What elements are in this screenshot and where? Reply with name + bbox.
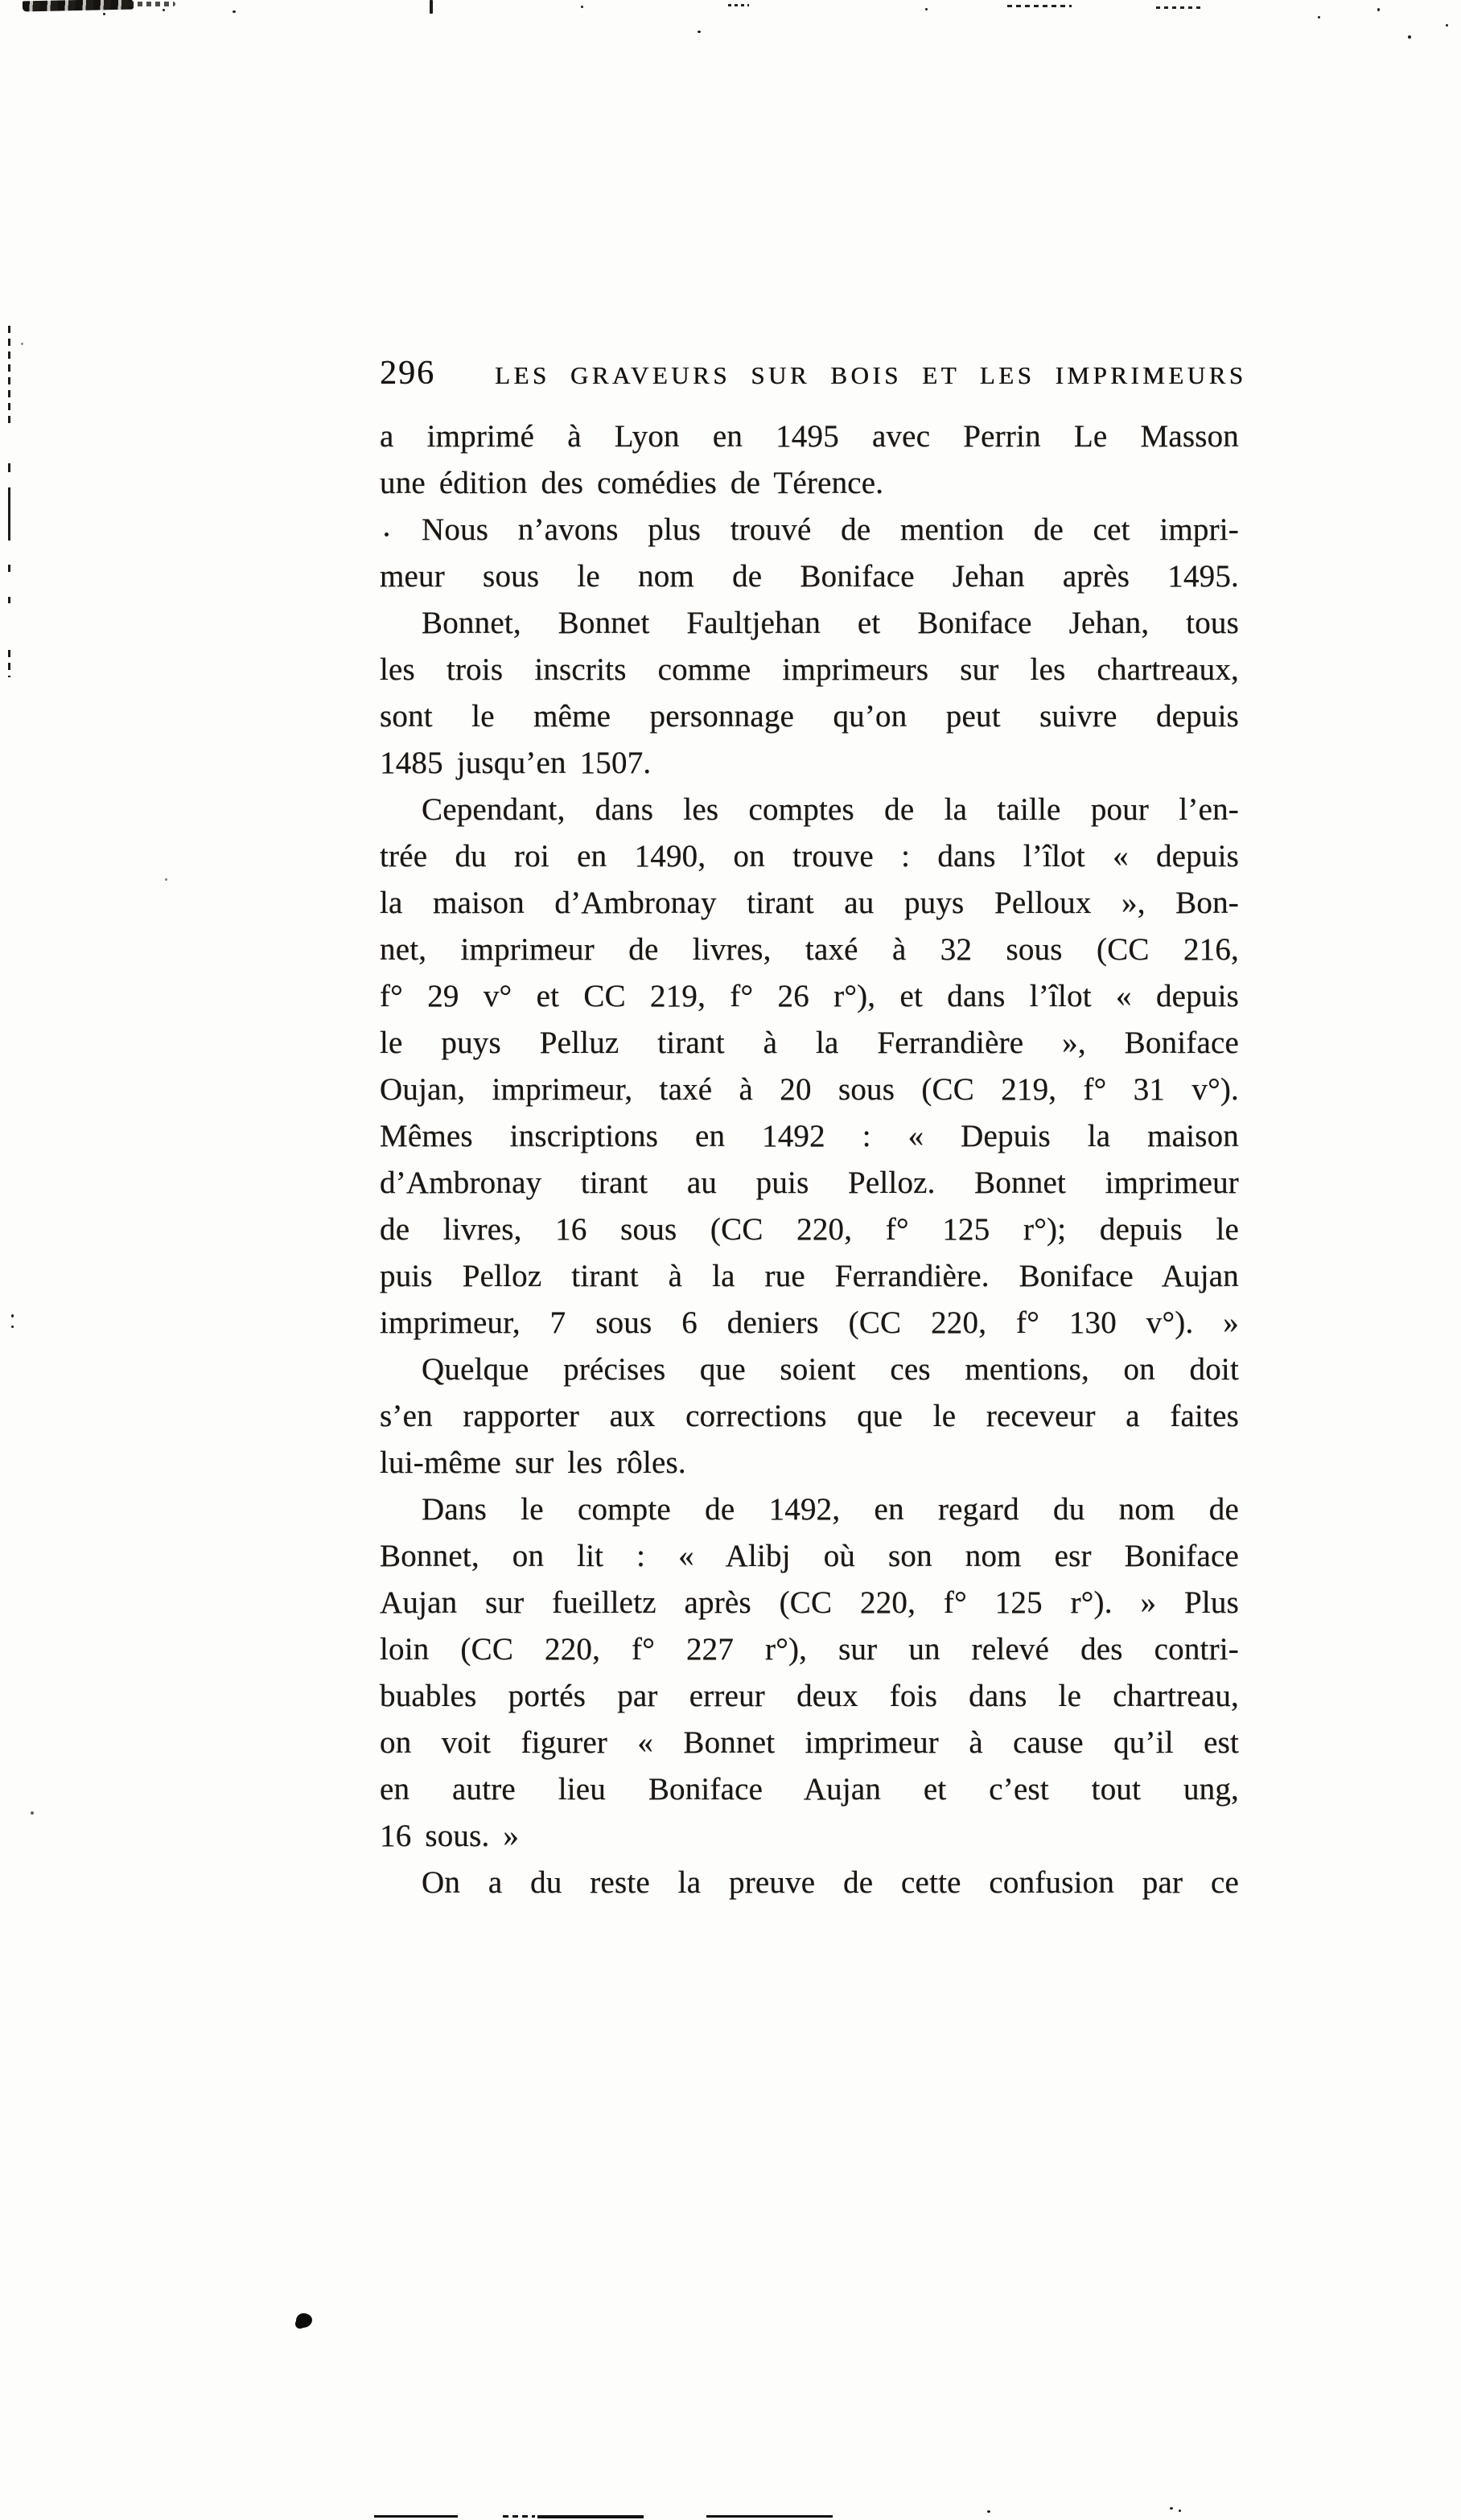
scan-speck: [165, 878, 167, 881]
scan-dash-top: [1156, 6, 1201, 9]
scan-bar-bottom: [503, 2515, 535, 2518]
scan-speck: [698, 31, 701, 33]
scan-speck: [163, 9, 165, 11]
scan-margin-line: [8, 565, 10, 573]
text-line: Bonnet, Bonnet Faultjehan et Boniface Jehan, tous: [422, 606, 1239, 640]
text-line: a imprimé à Lyon en 1495 avec Perrin Le Masson: [380, 419, 1239, 454]
paragraph: [380, 787, 1239, 1346]
scan-margin-line: [8, 650, 10, 677]
scan-speck: [21, 343, 23, 345]
scan-bar-bottom: [374, 2515, 458, 2518]
scan-dash-top: [1007, 5, 1072, 7]
scan-margin-line: [8, 597, 10, 603]
scan-bar-bottom: [706, 2515, 833, 2518]
scan-speck: [1446, 24, 1448, 27]
scan-speck: [1318, 16, 1320, 18]
page-body: [380, 413, 1239, 1906]
text-line: d’Ambronay tirant au puis Pelloz. Bonnet imprimeur: [380, 1165, 1239, 1200]
paragraph: [380, 507, 1239, 600]
running-title: LES GRAVEURS SUR BOIS ET LES IMPRIMEURS: [495, 361, 1247, 389]
paragraph: [380, 413, 1239, 507]
text-line: de livres, 16 sous (CC 220, f° 125 r°); depuis le: [380, 1212, 1239, 1247]
text-block: [380, 354, 1247, 1906]
scan-speck: [1170, 2507, 1173, 2510]
running-header: [380, 354, 1247, 392]
text-line: f° 29 v° et CC 219, f° 26 r°), et dans l’îlot « depuis: [380, 979, 1239, 1013]
scan-speck: [31, 1811, 34, 1815]
scan-margin-line: [8, 487, 10, 541]
scan-speck: [11, 1326, 14, 1328]
scan-speck: [1377, 8, 1380, 11]
paragraph: [380, 1346, 1239, 1486]
text-line: sont le même personnage qu’on peut suivre depuis: [380, 699, 1239, 734]
text-line: trée du roi en 1490, on trouve : dans l’îlot « depuis: [380, 839, 1239, 874]
scan-speck: [987, 2510, 990, 2513]
text-line: buables portés par erreur deux fois dans le chartreau,: [380, 1679, 1239, 1713]
scan-speck: [233, 10, 236, 13]
text-line: les trois inscrits comme imprimeurs sur les chartreaux,: [380, 652, 1239, 687]
text-line: imprimeur, 7 sous 6 deniers (CC 220, f° 130 v°). »: [380, 1305, 1239, 1340]
scan-speck: [581, 6, 583, 8]
text-line: lui-même sur les rôles.: [380, 1445, 686, 1480]
text-line: on voit figurer « Bonnet imprimeur à cause qu’il est: [380, 1725, 1239, 1760]
paragraph: [380, 1860, 1239, 1906]
ink-blot: [296, 2313, 312, 2328]
scan-speck: [103, 13, 105, 15]
page-number: 296: [380, 355, 435, 392]
text-line: puis Pelloz tirant à la rue Ferrandière. Boniface Aujan: [380, 1259, 1239, 1293]
text-line: On a du reste la preuve de cette confusion par ce: [422, 1865, 1239, 1900]
text-line: Oujan, imprimeur, taxé à 20 sous (CC 219, f° 31 v°).: [380, 1072, 1239, 1107]
scan-dash-top: [728, 4, 749, 6]
text-line: s’en rapporter aux corrections que le receveur a faites: [380, 1399, 1239, 1433]
text-line: en autre lieu Boniface Aujan et c’est tout ung,: [380, 1772, 1239, 1807]
scan-margin-line: [8, 326, 10, 429]
text-line: Nous n’avons plus trouvé de mention de cet impri-: [422, 512, 1239, 547]
paragraph: [380, 1486, 1239, 1860]
text-line: net, imprimeur de livres, taxé à 32 sous (CC 216,: [380, 932, 1239, 967]
text-line: une édition des comédies de Térence.: [380, 466, 884, 500]
text-line: meur sous le nom de Boniface Jehan après 1495.: [380, 559, 1239, 594]
text-line: Cependant, dans les comptes de la taille pour l’en-: [422, 792, 1239, 827]
paragraph: [380, 600, 1239, 787]
text-line: le puys Pelluz tirant à la Ferrandière », Boniface: [380, 1026, 1239, 1060]
scan-smudge-top-left-tail: [129, 2, 175, 6]
text-line: la maison d’Ambronay tirant au puys Pelloux », Bon-: [380, 886, 1239, 920]
scan-bar-bottom: [537, 2515, 644, 2518]
scan-speck: [1408, 35, 1411, 39]
text-line: Aujan sur fueilletz après (CC 220, f° 125 r°). » Plus: [380, 1585, 1239, 1620]
scan-margin-line: [8, 463, 10, 472]
text-line: 16 sous. »: [380, 1819, 520, 1853]
text-line: Mêmes inscriptions en 1492 : « Depuis la maison: [380, 1119, 1239, 1153]
text-line: Dans le compte de 1492, en regard du nom de: [422, 1492, 1239, 1527]
scan-tick-top: [430, 0, 433, 14]
scan-speck: [11, 1314, 14, 1318]
scan-speck: [925, 8, 928, 10]
scan-speck: [1179, 2510, 1181, 2512]
text-line: Quelque précises que soient ces mentions, on doit: [422, 1352, 1239, 1387]
text-line: 1485 jusqu’en 1507.: [380, 746, 652, 780]
text-line: Bonnet, on lit : « Alibj où son nom esr Boniface: [380, 1539, 1239, 1573]
scan-smudge-top-left: [23, 0, 134, 11]
text-line: loin (CC 220, f° 227 r°), sur un relevé des contri-: [380, 1632, 1239, 1667]
